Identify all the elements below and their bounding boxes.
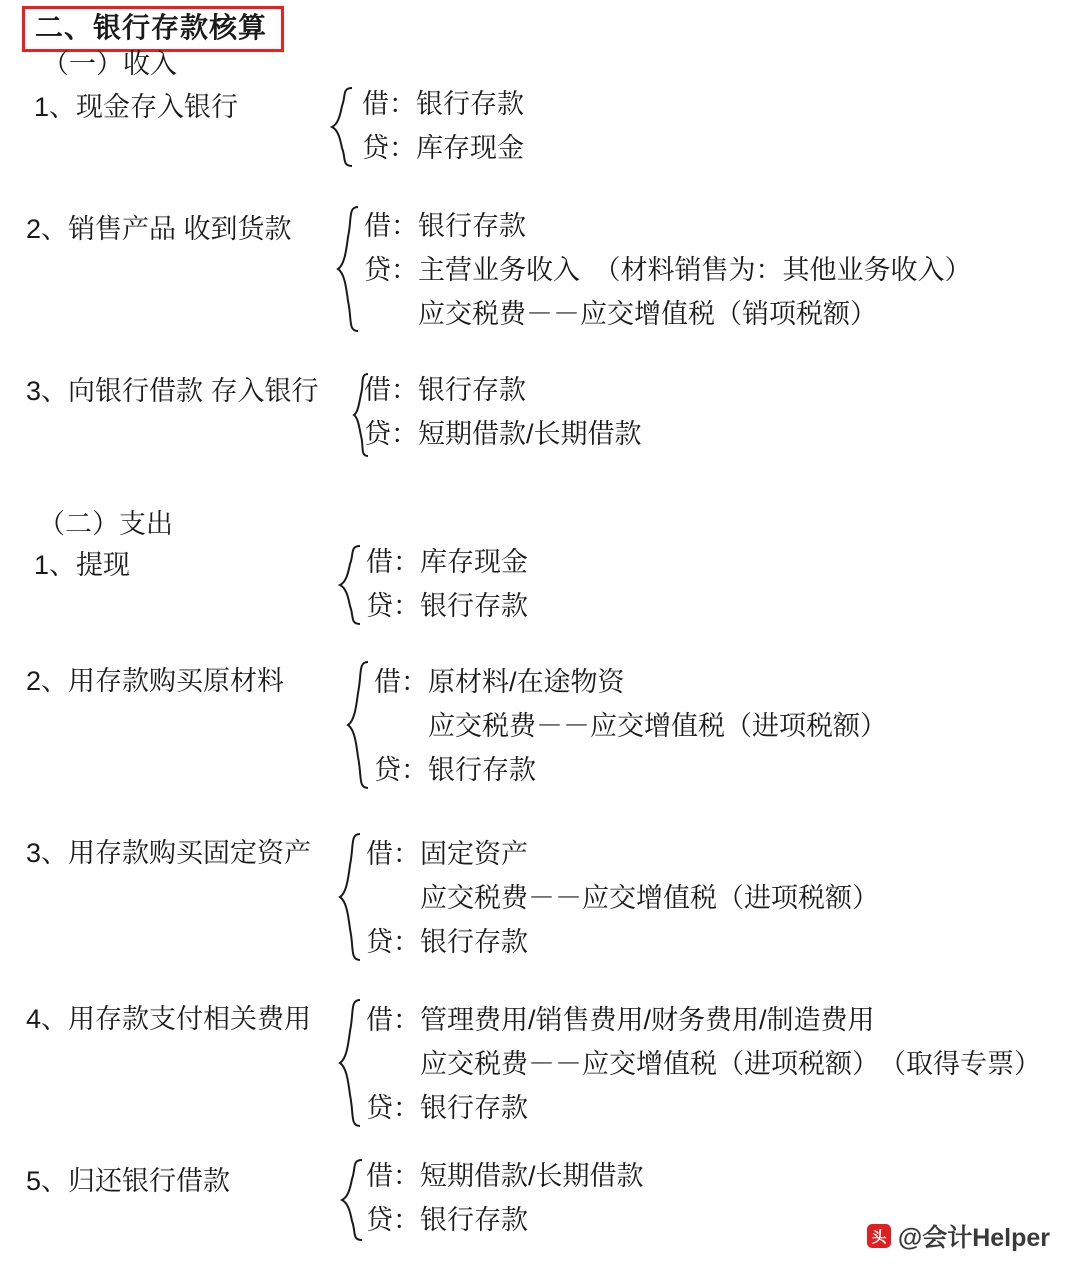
entry-line: 借：管理费用/销售费用/财务费用/制造费用 [366,1005,875,1035]
brace-icon [340,1158,366,1242]
svg-text:头: 头 [871,1229,887,1246]
entry-line: 借：短期借款/长期借款 [366,1161,644,1191]
section-heading-expense: （二）支出 [38,509,173,539]
entry-line: 应交税费－－应交增值税（进项税额） （取得专票） [366,1049,1041,1079]
entry-lines [366,832,879,964]
entry-line: 贷：银行存款 [366,591,528,621]
entry-label: 2、用存款购买原材料 [26,666,285,696]
watermark [866,1218,1050,1256]
entry-line: 贷：短期借款/长期借款 [364,419,642,449]
entry-line: 借：银行存款 [364,211,526,241]
entry-line: 借：银行存款 [364,375,526,405]
entry-line: 借：银行存款 [362,89,524,119]
entry-line: 应交税费－－应交增值税（销项税额） [364,299,877,329]
entry-lines [374,660,887,792]
page-title: 二、银行存款核算 [35,12,268,43]
brace-icon [338,832,364,962]
entry-label: 2、销售产品 收到货款 [26,214,292,244]
brace-icon [346,660,372,790]
brace-icon [336,205,362,333]
page-title-box [22,6,284,52]
entry-line: 应交税费－－应交增值税（进项税额） [366,883,879,913]
entry-label: 3、向银行借款 存入银行 [26,376,319,406]
entry-line: 贷：银行存款 [374,755,536,785]
brace-icon [338,998,364,1128]
entry-label: 3、用存款购买固定资产 [26,838,312,868]
entry-lines [366,1154,644,1242]
entry-line: 借：原材料/在途物资 [374,667,625,697]
toutiao-logo-icon [866,1223,892,1256]
entry-lines [366,998,1041,1130]
entry-label: 4、用存款支付相关费用 [26,1004,312,1034]
entry-line: 借：固定资产 [366,839,528,869]
entry-line: 应交税费－－应交增值税（进项税额） [374,711,887,741]
entry-label: 1、提现 [34,550,131,580]
entry-label: 5、归还银行借款 [26,1166,231,1196]
entry-lines [364,368,642,456]
entry-line: 贷：库存现金 [362,133,524,163]
entry-label: 1、现金存入银行 [34,92,239,122]
section-heading-income: （一）收入 [42,49,177,79]
entry-line: 贷：银行存款 [366,1093,528,1123]
entry-line: 借：库存现金 [366,547,528,577]
brace-icon [338,544,364,626]
entry-line: 贷：银行存款 [366,927,528,957]
watermark-text: @会计Helper [897,1224,1050,1252]
entry-lines [364,204,972,336]
entry-lines [366,540,528,628]
entry-line: 贷：主营业务收入 （材料销售为：其他业务收入） [364,255,972,285]
entry-line: 贷：银行存款 [366,1205,528,1235]
entry-lines [362,82,524,170]
brace-icon [330,86,356,168]
